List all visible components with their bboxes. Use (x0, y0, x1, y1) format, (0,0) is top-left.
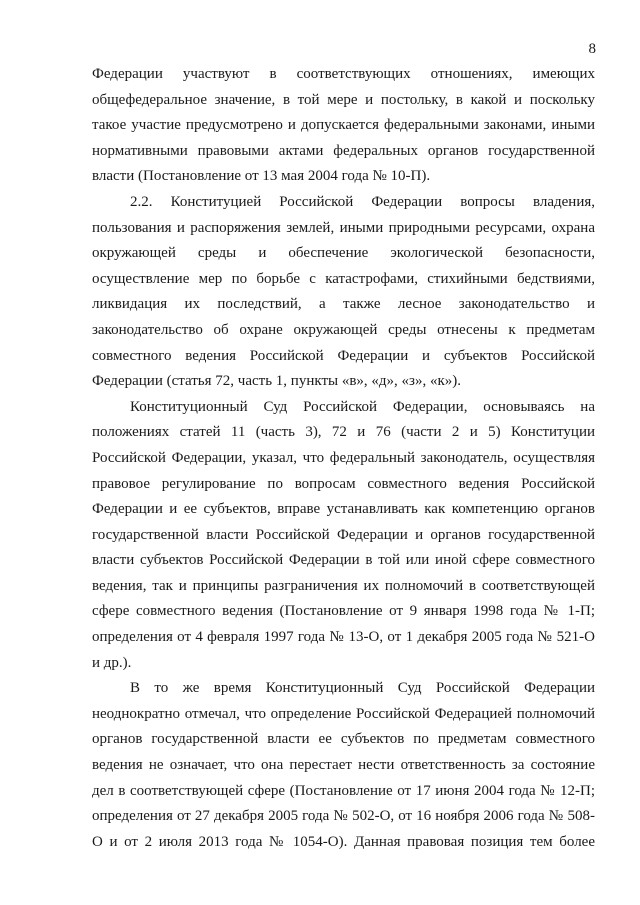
text-line: осуществление мер по борьбе с катастрофами, стихийными бедствиями, (92, 270, 595, 287)
text-line: и др.). (92, 654, 132, 671)
text-line: окружающей среды и обеспечение экологической безопасности, (92, 245, 595, 262)
text-line: сфере совместного ведения (Постановление от 9 января 1998 года № 1-П; (92, 603, 595, 620)
text-line: ликвидация их последствий, а также лесное законодательство и (92, 296, 595, 313)
text-line: власти (Постановление от 13 мая 2004 года № 10-П). (92, 168, 431, 185)
text-line: О и от 2 июля 2013 года № 1054-О). Данная правовая позиция тем более (92, 833, 595, 850)
text-line: определения от 4 февраля 1997 года № 13-О, от 1 декабря 2005 года № 521-О (92, 629, 595, 646)
text-line: органов государственной власти ее субъектов по предметам совместного (92, 731, 595, 748)
text-line: положениях статей 11 (часть 3), 72 и 76 (части 2 и 5) Конституции (92, 424, 595, 441)
text-line: дел в соответствующей сфере (Постановление от 17 июня 2004 года № 12-П; (92, 782, 595, 799)
text-line: определения от 27 декабря 2005 года № 502-О, от 16 ноября 2006 года № 508- (92, 808, 595, 825)
body-text (92, 62, 595, 855)
text-line: совместного ведения Российской Федерации и субъектов Российской (92, 347, 595, 364)
text-line: Федерации и ее субъектов, вправе устанавливать как компетенцию органов (92, 501, 595, 518)
text-line: ведения не означает, что она перестает нести ответственность за состояние (92, 757, 595, 774)
text-line: В то же время Конституционный Суд Российской Федерации (130, 680, 595, 697)
text-line: законодательство об охране окружающей среды отнесены к предметам (92, 321, 595, 338)
text-line: такое участие предусмотрено и допускается федеральными законами, иными (92, 117, 595, 134)
text-line: нормативными правовыми актами федеральных органов государственной (92, 142, 595, 159)
text-line: Федерации участвуют в соответствующих отношениях, имеющих (92, 66, 595, 82)
text-line: правовое регулирование по вопросам совместного ведения Российской (92, 475, 595, 492)
text-line: неоднократно отмечал, что определение Российской Федерацией полномочий (92, 705, 595, 722)
paragraph-4 (92, 676, 595, 855)
paragraph-2 (92, 190, 595, 395)
paragraph-1 (92, 62, 595, 190)
text-line: общефедеральное значение, в той мере и постольку, в какой и поскольку (92, 91, 595, 108)
text-line: государственной власти Российской Федерации и органов государственной (92, 526, 595, 543)
text-line: Российской Федерации, указал, что федеральный законодатель, осуществляя (92, 449, 595, 466)
paragraph-3 (92, 395, 595, 677)
text-line: Федерации (статья 72, часть 1, пункты «в», «д», «з», «к»). (92, 373, 462, 390)
text-line: власти субъектов Российской Федерации в той или иной сфере совместного (92, 552, 595, 569)
text-line: пользования и распоряжения землей, иными природными ресурсами, охрана (92, 219, 595, 236)
text-line: Конституционный Суд Российской Федерации, основываясь на (130, 398, 595, 415)
text-line: 2.2. Конституцией Российской Федерации вопросы владения, (130, 193, 595, 210)
page-number: 8 (588, 41, 596, 57)
text-line: ведения, так и принципы разграничения их полномочий в соответствующей (92, 577, 595, 594)
